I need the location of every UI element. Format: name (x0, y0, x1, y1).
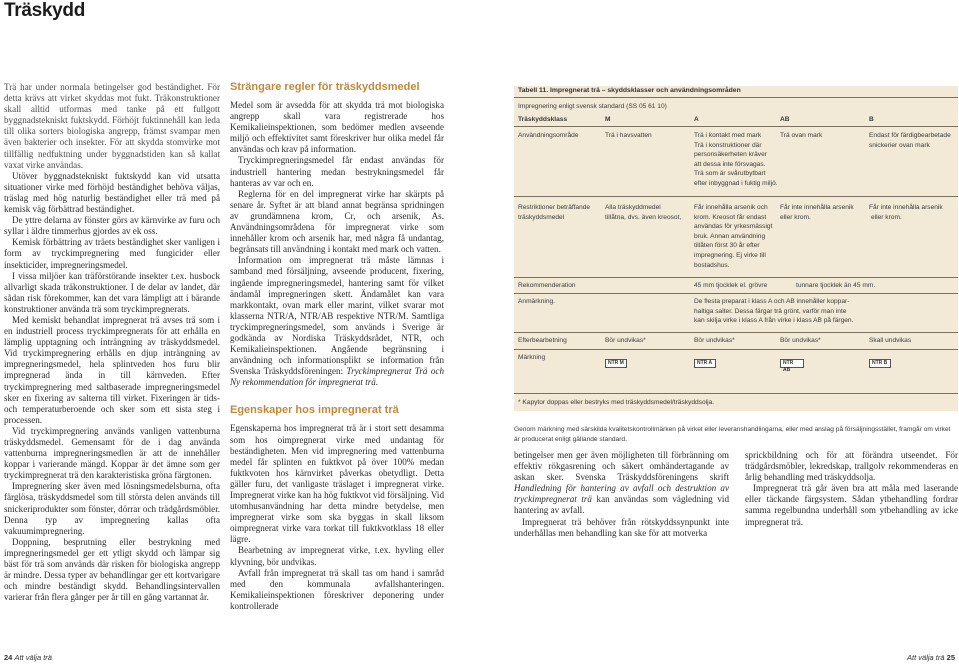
paragraph: De yttre delarna av fönster görs av kärnvirke av furu och syllar i äldre timmerhus gjordes av ek oss. (4, 215, 220, 237)
restrict-a (694, 203, 772, 270)
footer-title: Att välja trä (907, 653, 945, 662)
paragraph: I vissa miljöer kan träförstörande insekter t.ex. husbock allvarligt skada träkonstruktioner. I de delar av landet, där sådan risk förekommer, kan det vara lämpligt att i bärande konstruktioner använda trä som tryckimpregnerats. (4, 270, 220, 314)
paragraph: Tryckimpregneringsmedel får endast användas för industriell hantering medan bestrykningsmedel får hanteras av var och en. (230, 155, 444, 188)
header-class-b: B (869, 116, 874, 123)
afterwork-a: Bör undvikas* (694, 337, 735, 344)
paragraph-text: betingelser men ger även möjligheten till förbränning om effektiv rökgasrening och säkert omhändertagande av askan sker. Svenska Träskyddsföreningens skrift (514, 450, 729, 483)
restrict-m (605, 203, 681, 222)
table-caption: Genom märkning med särskilda kvalitetskontrollmärken på virket eller leveranshandlingarna, eller med anslag på försäljningsstället, framgår om virket är producerat enligt gällande standard. (514, 426, 951, 443)
ntr-mark-b (869, 359, 891, 368)
cell-line: snickerier ovan mark (869, 141, 930, 149)
dimension-value: 45 mm tjocklek el. grövre (694, 282, 768, 289)
page-number: 24 (4, 653, 13, 662)
footer-title: Att välja trä (14, 653, 52, 662)
table-footnote: * Kapytor doppas eller bestryks med träskyddsmedel/träskyddsolja. (518, 399, 715, 406)
cell-line: tillåten först 30 år efter (694, 242, 760, 250)
cell-line: Restriktioner beträffande (518, 204, 591, 211)
use-a (694, 131, 778, 189)
paragraph: Bearbetning av impregnerat virke, t.ex. hyvling eller klyvning, bör undvikas. (230, 545, 444, 567)
paragraph: Impregnerat trä går även bra att måla med laserande eller täckande färgsystem. Sådan ytbehandling fordrar samma regelbundna underhåll som ytbehandling av icke impregnerat trä. (745, 483, 958, 527)
intro-paragraph: Trä har under normala betingelser god beständighet. För detta krävs att virket skyddas mot fukt. Träkonstruktioner skall alltid utformas med tanke på ett fullgott byggnadstekniskt fuktskydd. Förhöjt fuktinnehåll kan leda till olika sorters biologiska angrepp, främst svampar men även bakterier och insekter. För att skydda stomvirke mot tillfällig nedfuktning under byggnadstiden kan så kallat vaxat virke användas. (4, 82, 220, 170)
cell-line: personsäkerheten kräver (694, 151, 767, 159)
afterwork-label: Efterbearbetning (518, 337, 567, 344)
ntr-mark-ab (780, 359, 804, 373)
cell-line: att dessa inte försvagas. (694, 160, 766, 168)
paragraph-text: kan användas som vägledning vid hantering av avfall. (514, 494, 729, 516)
header-class-m: M (605, 116, 611, 123)
mark-text: B (883, 360, 888, 366)
cell-line: krom. Kreosot får endast (694, 213, 767, 221)
cell-line: Får innehålla arsenik och (694, 204, 768, 211)
footer-left (4, 653, 52, 662)
cell-line: impregnering. Ej virke till (694, 251, 766, 259)
header-label: Träskyddsklass (518, 116, 568, 123)
footer-right (907, 653, 955, 662)
paragraph: Egenskaperna hos impregnerat trä är i stort sett desamma som hos oimpregnerat virke med undantag för beständigheten. Men vid impregnering med vattenburna medel får splinten en fuktkvot på över 100% medan fuktkvoten hos kärnvirket påverkas obetydligt. Detta gäller furu, det vanligaste träslaget i impregnerat virke. Impregnerat virke kan ha hög fuktkvot vid försäljning. Vid utomhusanvändning har detta mindre betydelse, men impregnerat virke som ska byggas in skall liksom oimpregnerat virke vara torkat till fuktkvotklass 18 eller lägre. (230, 423, 444, 545)
table-rule (514, 349, 958, 350)
cell-line: användas för yrkesmässigt (694, 223, 773, 231)
cell-line: Trä i kontakt med mark (694, 132, 762, 139)
header-class-ab: AB (780, 116, 790, 123)
cell-line: Trä i konstruktioner där (694, 141, 762, 149)
page-number: 25 (946, 653, 955, 662)
paragraph (514, 450, 729, 517)
paragraph: Avfall från impregnerat trä skall tas om hand i samråd med den kommunala avfallshanteringen. Kemikalieinspektionen föreskriver deponering under kontrollerade (230, 567, 444, 611)
table-rule (514, 293, 958, 294)
cell-line: bostadshus. (694, 261, 730, 269)
afterwork-b: Skall undvikas (869, 337, 912, 344)
paragraph: sprickbildning och för att förändra utseendet. För trädgårdsmöbler, lekredskap, trallgolv rekommenderas en årlig behandling med träskyddsolja. (745, 450, 958, 483)
paragraph: Vid tryckimpregnering används vanligen vattenburna träskyddsmedel. Gemensamt för de i dag använda vattenburna impregneringsmedlen är att de innehåller koppar i varierande mängd. Koppar är det ämne som ger tryckimpregnerat trä den karakteristiska gröna färgtonen. (4, 425, 220, 481)
cell-line: eller krom. (780, 213, 811, 221)
cell-line: Får inte innehålla arsenik (869, 204, 943, 211)
publication-title: Handledning för hantering av avfall och destruktion av tryckimpregnerat trä (514, 483, 729, 505)
mark-text: AB (783, 367, 791, 373)
paragraph: Utöver byggnadstekniskt fuktskydd kan vid utsatta situationer virke med förhöjd beständighet behöva väljas, träslag med hög naturlig beständighet eller trä med på kemisk väg förbättrad beständighet. (4, 170, 220, 215)
dimension-value-b: tunnare tjocklek än 45 mm. (796, 282, 876, 289)
cell-line: tillåtna, dvs. även kreosot, (605, 213, 682, 221)
cell-line: De flesta preparat i klass A och AB innehåller koppar- (694, 298, 850, 305)
ntr-mark-a (694, 359, 716, 368)
cell-line: träskyddsmedel (518, 213, 565, 221)
column-4 (745, 450, 958, 528)
cell-line: eller krom. (871, 213, 902, 221)
section-heading-regulations: Strängare regler för träskyddsmedel (230, 81, 420, 93)
mark-text: NTR (608, 360, 619, 366)
section-heading-properties: Egenskaper hos impregnerat trä (230, 404, 399, 417)
paragraph: Doppning, besprutning eller bestrykning med impregneringsmedel ger ett ytligt skydd och lämpar sig bäst för trä som används där risken för biologiska angrepp är mindre. Dessa typer av behandlingar ger ett kortvarigare och mindre beständigt skydd. Behandlingsintervallen varierar från flera gånger per år till en gång vartannat år. (4, 536, 220, 603)
column-3 (514, 450, 729, 539)
afterwork-ab: Bör undvikas* (780, 337, 821, 344)
paragraph-text: Information om impregnerat trä måste lämnas i samband med försäljning, avseende producent, fixering, ingående impregneringsmedel, hantering samt för vilket ändamål impregneringen skett. Ändamålet kan vara markkontakt, ovan mark eller marint, vilket svarar mot klasserna NTR/A, NTR/AB respektive NTR/M. Samtliga tryckimpregneringsmedel, som används i Sverige är godkända av Nordiska Träskyddsrådet, NTR, och Kemikalieinspektionen. Angående begränsning i användning och informationsplikt se information från Svenska Träskyddsföreningen: (230, 255, 444, 377)
cell-line: bruk. Annan användning (694, 232, 766, 240)
use-ab: Trä ovan mark (780, 132, 823, 139)
mark-text: NTR (872, 360, 883, 366)
restrict-b (869, 203, 943, 222)
cell-line: Endast för färdigbearbetade (869, 132, 951, 139)
header-class-a: A (694, 116, 699, 123)
mark-text: M (619, 360, 624, 366)
cell-line: Får inte innehålla arsenik (780, 204, 854, 211)
table-rule (514, 332, 958, 333)
paragraph: Medel som är avsedda för att skydda trä mot biologiska angrepp skall vara registrerade hos Kemikalieinspektionen, som bedömer medlen avseende miljö och effektivitet samt föreskriver hur olika medel får användas och krav på information. (230, 100, 444, 155)
use-m: Trä i havsvatten (605, 132, 652, 139)
use-b (869, 131, 951, 150)
protection-class-table (514, 86, 958, 411)
table-rule (514, 126, 958, 127)
restrict-label (518, 203, 590, 222)
table-rule (514, 97, 958, 98)
cell-line: kan skilja virke i klass A från virke i klass AB på färgen. (694, 317, 854, 325)
use-label: Användningsområde (518, 132, 579, 139)
paragraph: Impregnerat trä behöver från rötskyddssynpunkt inte underhållas men behandling kan ske för att motverka (514, 516, 729, 538)
mark-text: NTR (783, 360, 794, 366)
table-rule (514, 393, 958, 394)
cell-line: haltiga salter. Dessa färgar trä grönt, varför man inte (694, 307, 847, 315)
table-title: Tabell 11. Impregnerat trä – skyddsklasser och användningsområden (518, 87, 741, 94)
dimension-label: Rekommenderation (518, 282, 576, 289)
table-subtitle: Impregnering enligt svensk standard (SS 05 61 10) (518, 103, 667, 110)
note-text (694, 297, 853, 326)
cell-line: Trä som är svårutbytbart (694, 170, 766, 178)
paragraph: Reglerna för en del impregnerat virke har skärpts på senare år. Syftet är att bland annat begränsa spridningen av grundämnena krom, Cr, och arsenik, As. Användningsområdena för impregnerat virke som innehåller krom och arsenik har, med några få undantag, begränsats till användning i kontakt med mark och vatten. (230, 188, 444, 255)
paragraph: Impregnering sker även med lösningsmedelsburna, ofta färglösa, träskyddsmedel som till största delen används till snickeriprodukter som fönster, dörrar och trädgårdsmöbler. Denna typ av impregnering kallas ofta vakuumimpregnering. (4, 481, 220, 536)
afterwork-m: Bör undvikas* (605, 337, 646, 344)
publication-titles: Tryckimpregnerat Trä och Ny rekommendation för impregnerat trä. (230, 366, 444, 388)
page-title: Träskydd (4, 0, 86, 21)
column-1 (4, 82, 220, 603)
mark-text: NTR (697, 360, 708, 366)
table-rule (514, 277, 958, 278)
note-label: Anmärkning. (518, 298, 556, 305)
mark-text: A (708, 360, 713, 366)
table-rule (514, 196, 958, 197)
paragraph: Med kemiskt behandlat impregnerat trä avses trä som i en industriell process tryckimpregnerats för att erhålla en lämplig upptagning och inträngning av träskyddsmedel. Vid tryckimpregnering erhålls en djup inträngning av impregneringsmedel, hela splintveden hos furu blir impregnerad ända in till kärnveden. Efter tryckimpregnering med saltbaserade impregneringsmedel sker en fixering av salterna till virket. Fixeringen är tids- och temperaturberoende och sker som ett sista steg i processen. (4, 314, 220, 425)
cell-line: Alla träskyddmedel (605, 204, 661, 211)
restrict-ab (780, 203, 854, 222)
marking-label: Märkning (518, 354, 546, 361)
paragraph (230, 255, 444, 388)
ntr-mark-m (605, 359, 627, 368)
column-2 (230, 81, 444, 612)
cell-line: efter inbyggnad i fuktig miljö. (694, 179, 778, 187)
paragraph: Kemisk förbättring av träets beständighet sker vanligen i form av tryckimpregnering med fungicider eller insekticider, impregneringsmedel. (4, 237, 220, 270)
